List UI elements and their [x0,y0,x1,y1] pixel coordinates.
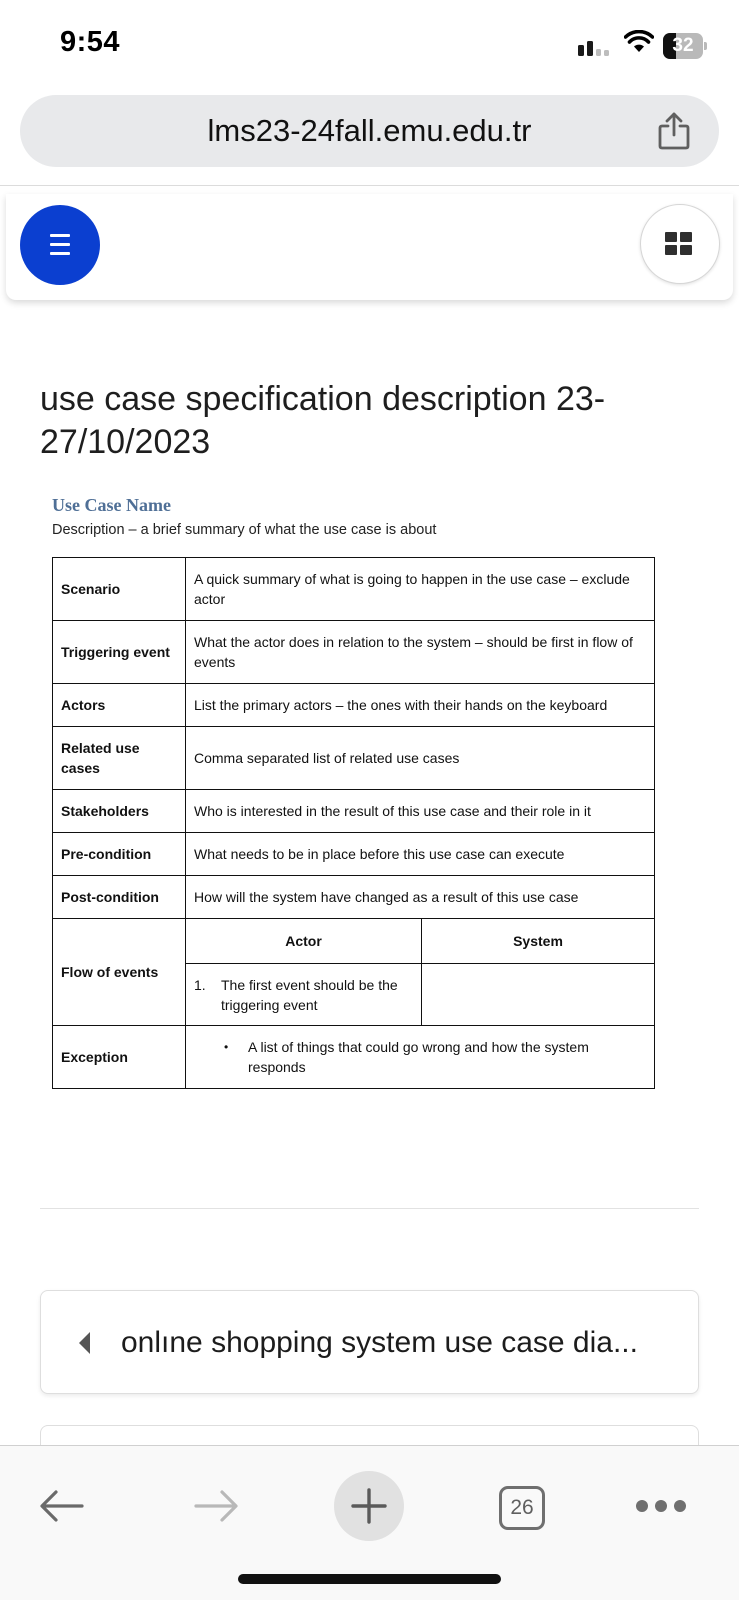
battery-icon [663,33,707,59]
tab-count-button[interactable]: 26 [499,1486,545,1530]
previous-activity-link[interactable] [40,1290,699,1394]
table-row [53,919,655,964]
url-text[interactable]: lms23-24fall.emu.edu.tr [207,113,532,148]
row-label: Triggering event [53,621,186,684]
table-row [53,1026,655,1089]
status-bar [0,0,739,90]
previous-activity-title[interactable]: onlıne shopping system use case dia... [121,1326,638,1359]
row-value: What the actor does in relation to the system – should be first in flow of events [186,621,655,684]
system-header: System [422,919,655,964]
address-bar[interactable] [20,95,719,167]
doc-description: Description – a brief summary of what the use case is about [52,522,437,538]
more-icon[interactable] [636,1498,686,1514]
home-indicator [238,1574,501,1584]
row-label: Post-condition [53,876,186,919]
share-icon[interactable] [657,111,691,151]
row-value: How will the system have changed as a result of this use case [186,876,655,919]
actor-header: Actor [186,919,422,964]
actor-cell [186,964,422,1026]
row-label: Exception [53,1026,186,1089]
row-value [186,1026,655,1089]
apps-grid-button[interactable] [640,204,720,284]
first-event: The first event should be the triggering event [221,976,398,1013]
new-tab-button[interactable] [334,1471,404,1541]
exception-text: A list of things that could go wrong and how the system responds [248,1039,589,1075]
divider [40,1208,699,1209]
table-row [53,558,655,621]
doc-heading: Use Case Name [52,495,171,515]
row-value: Comma separated list of related use cases [186,727,655,790]
row-label: Pre-condition [53,833,186,876]
document-header [52,495,672,538]
plus-icon [334,1471,404,1541]
bullet-icon: • [224,1040,229,1054]
row-value: Who is interested in the result of this use case and their role in it [186,790,655,833]
menu-button[interactable] [20,205,100,285]
list-number: 1. [194,976,206,993]
row-value: A quick summary of what is going to happen in the use case – exclude actor [186,558,655,621]
table-row [53,876,655,919]
forward-arrow-icon[interactable] [192,1486,240,1526]
back-arrow-icon[interactable] [38,1486,86,1526]
cellular-signal-icon [578,36,616,56]
table-row [53,790,655,833]
battery-percentage: 32 [672,35,694,56]
divider [0,185,739,186]
table-row [53,684,655,727]
use-case-table [52,557,655,1089]
row-label: Stakeholders [53,790,186,833]
table-row [53,727,655,790]
row-value: List the primary actors – the ones with their hands on the keyboard [186,684,655,727]
row-label: Scenario [53,558,186,621]
row-label: Actors [53,684,186,727]
system-cell [422,964,655,1026]
row-label: Flow of events [53,919,186,1026]
status-time: 9:54 [60,26,121,58]
app-header [6,194,733,300]
page-title: use case specification description 23-27/10/2023 [40,380,606,461]
chevron-left-icon [79,1332,90,1354]
table-row [53,621,655,684]
row-value: What needs to be in place before this use case can execute [186,833,655,876]
row-label: Related use cases [53,727,186,790]
wifi-icon [624,30,654,54]
table-row [53,833,655,876]
